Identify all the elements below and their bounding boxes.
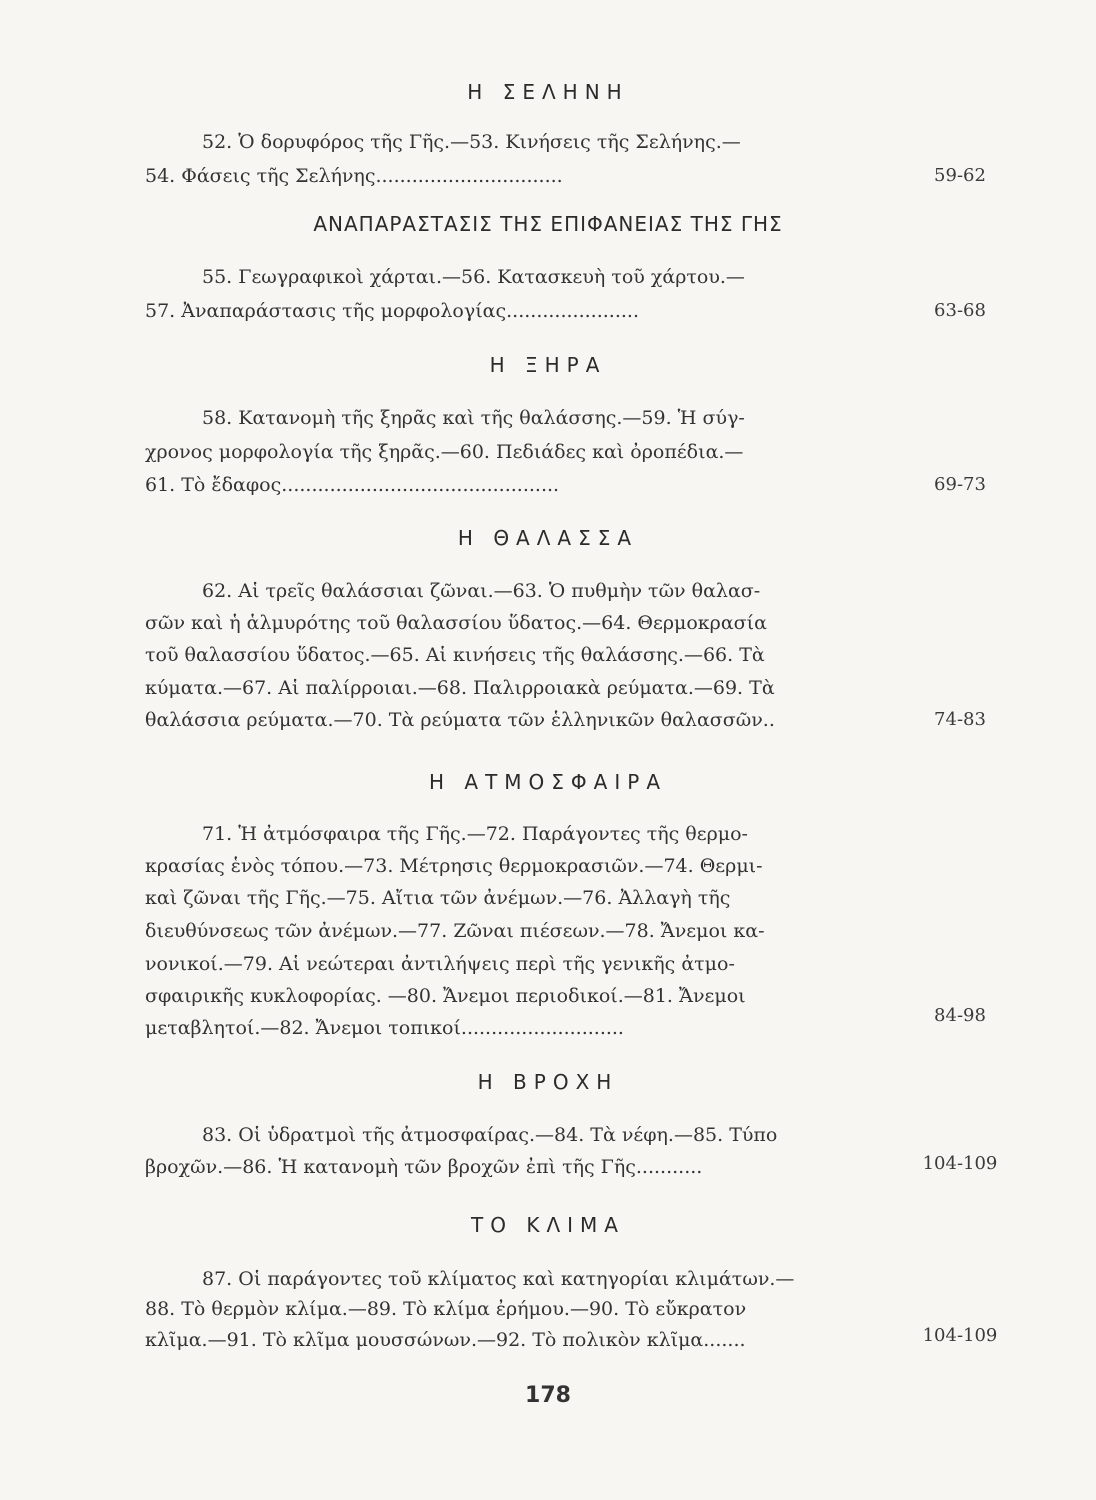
page-range: 69-73 — [934, 474, 986, 495]
toc-line: 62. Αἱ τρεῖς θαλάσσιαι ζῶναι.—63. Ὁ πυθμὴν τῶν θαλασ- — [202, 580, 761, 602]
toc-line: μεταβλητοί.—82. Ἄνεμοι τοπικοί........................... — [145, 1017, 624, 1039]
page-range: 104-109 — [922, 1153, 998, 1174]
section-heading-atmosphere: Η ΑΤΜΟΣΦΑΙΡΑ — [429, 770, 667, 794]
page-number: 178 — [525, 1383, 571, 1408]
toc-line: 61. Τὸ ἔδαφος.............................................. — [145, 474, 560, 496]
toc-line: 57. Ἀναπαράστασις τῆς μορφολογίας...................... — [145, 300, 639, 322]
toc-line: καὶ ζῶναι τῆς Γῆς.—75. Αἴτια τῶν ἀνέμων.—76. Ἀλλαγὴ τῆς — [145, 887, 731, 909]
toc-line: διευθύνσεως τῶν ἀνέμων.—77. Ζῶναι πιέσεων.—78. Ἄνεμοι κα- — [145, 920, 765, 942]
page-range: 84-98 — [934, 1005, 986, 1026]
toc-line: βροχῶν.—86. Ἡ κατανομὴ τῶν βροχῶν ἐπὶ τῆς Γῆς........... — [145, 1156, 703, 1178]
page-range: 74-83 — [934, 709, 986, 730]
page-range: 104-109 — [922, 1325, 998, 1346]
toc-line: 88. Τὸ θερμὸν κλίμα.—89. Τὸ κλίμα ἐρήμου.—90. Τὸ εὔκρατον — [145, 1298, 747, 1320]
toc-line: τοῦ θαλασσίου ὕδατος.—65. Αἱ κινήσεις τῆς θαλάσσης.—66. Τὰ — [145, 644, 765, 666]
toc-line: κλῖμα.—91. Τὸ κλῖμα μουσσώνων.—92. Τὸ πολικὸν κλῖμα....... — [145, 1329, 746, 1351]
section-heading-climate: ΤΟ ΚΛΙΜΑ — [471, 1213, 625, 1237]
toc-line: σῶν καὶ ἡ ἁλμυρότης τοῦ θαλασσίου ὕδατος.—64. Θερμοκρασία — [145, 612, 767, 634]
section-heading-representation: ΑΝΑΠΑΡΑΣΤΑΣΙΣ ΤΗΣ ΕΠΙΦΑΝΕΙΑΣ ΤΗΣ ΓΗΣ — [313, 212, 783, 236]
toc-line: 87. Οἱ παράγοντες τοῦ κλίματος καὶ κατηγορίαι κλιμάτων.— — [202, 1268, 795, 1290]
toc-line: 54. Φάσεις τῆς Σελήνης............................... — [145, 165, 563, 187]
toc-line: θαλάσσια ρεύματα.—70. Τὰ ρεύματα τῶν ἑλληνικῶν θαλασσῶν.. — [145, 709, 775, 731]
section-heading-rain: Η ΒΡΟΧΗ — [477, 1070, 619, 1094]
toc-line: 52. Ὁ δορυφόρος τῆς Γῆς.—53. Κινήσεις τῆς Σελήνης.— — [202, 131, 741, 153]
toc-line: 55. Γεωγραφικοὶ χάρται.—56. Κατασκευὴ τοῦ χάρτου.— — [202, 266, 745, 288]
page-range: 63-68 — [934, 300, 986, 321]
toc-line: κρασίας ἑνὸς τόπου.—73. Μέτρησις θερμοκρασιῶν.—74. Θερμι- — [145, 855, 763, 877]
toc-line: σφαιρικῆς κυκλοφορίας. —80. Ἄνεμοι περιοδικοί.—81. Ἄνεμοι — [145, 985, 746, 1007]
toc-line: 83. Οἱ ὑδρατμοὶ τῆς ἀτμοσφαίρας.—84. Τὰ νέφη.—85. Τύπο — [202, 1124, 778, 1146]
toc-line: 58. Κατανομὴ τῆς ξηρᾶς καὶ τῆς θαλάσσης.—59. Ἡ σύγ- — [202, 407, 745, 429]
section-heading-land: Η ΞΗΡΑ — [489, 353, 607, 377]
toc-line: νονικοί.—79. Αἱ νεώτεραι ἀντιλήψεις περὶ τῆς γενικῆς ἀτμο- — [145, 953, 735, 975]
toc-line: 71. Ἡ ἀτμόσφαιρα τῆς Γῆς.—72. Παράγοντες τῆς θερμο- — [202, 823, 748, 845]
section-heading-moon: Η ΣΕΛΗΝΗ — [467, 80, 629, 104]
section-heading-sea: Η ΘΑΛΑΣΣΑ — [457, 526, 639, 550]
page-range: 59-62 — [934, 165, 986, 186]
toc-line: κύματα.—67. Αἱ παλίρροιαι.—68. Παλιρροιακὰ ρεύματα.—69. Τὰ — [145, 677, 775, 699]
toc-line: χρονος μορφολογία τῆς ξηρᾶς.—60. Πεδιάδες καὶ ὀροπέδια.— — [145, 441, 744, 463]
